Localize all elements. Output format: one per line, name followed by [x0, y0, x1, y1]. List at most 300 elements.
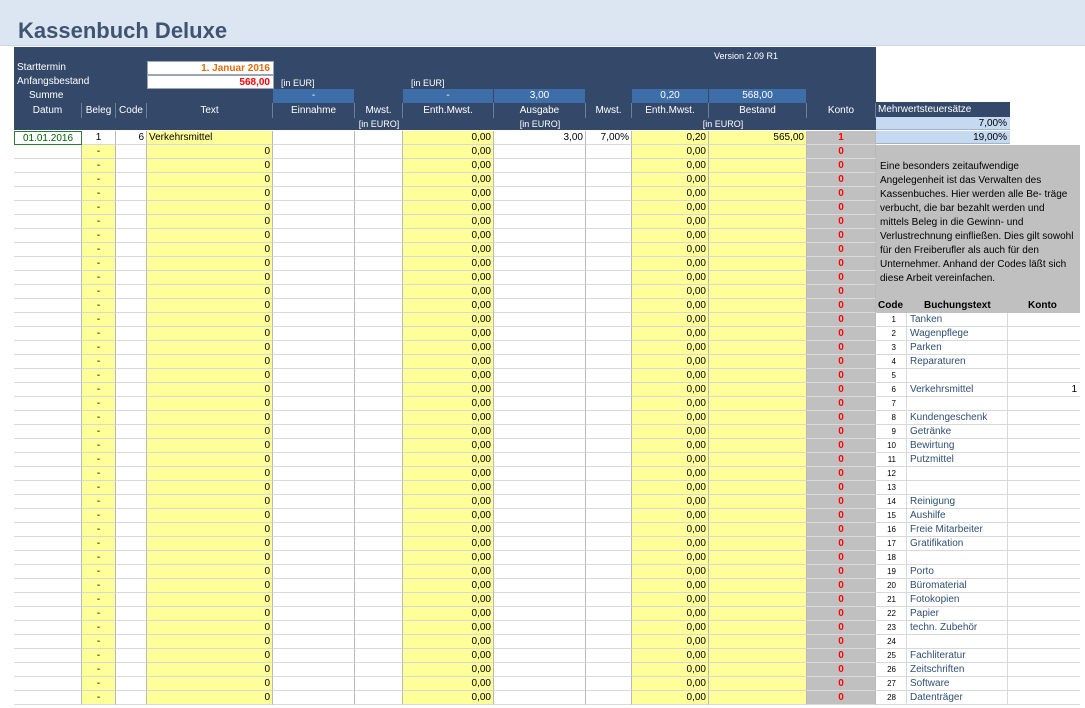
code-konto[interactable] — [1008, 355, 1080, 369]
cell-datum[interactable] — [14, 565, 82, 579]
cell-einnahme[interactable] — [273, 327, 355, 341]
cell-enth-mwst-1[interactable]: 0,00 — [403, 145, 494, 159]
code-konto[interactable] — [1008, 327, 1080, 341]
cell-bestand[interactable] — [709, 397, 807, 411]
cell-ausgabe[interactable] — [494, 467, 586, 481]
cell-ausgabe[interactable] — [494, 383, 586, 397]
cell-code[interactable] — [116, 271, 147, 285]
cell-enth-mwst-2[interactable]: 0,00 — [632, 299, 709, 313]
cell-datum[interactable] — [14, 173, 82, 187]
cell-konto[interactable]: 0 — [807, 159, 876, 173]
cell-datum[interactable] — [14, 397, 82, 411]
cell-bestand[interactable] — [709, 635, 807, 649]
cell-bestand[interactable] — [709, 173, 807, 187]
cell-konto[interactable]: 0 — [807, 453, 876, 467]
cell-text[interactable]: 0 — [147, 439, 273, 453]
cell-bestand[interactable] — [709, 257, 807, 271]
cell-beleg[interactable]: - — [82, 257, 116, 271]
cell-bestand[interactable] — [709, 579, 807, 593]
cell-datum[interactable] — [14, 299, 82, 313]
cell-code[interactable] — [116, 495, 147, 509]
code-buchungstext[interactable]: Datenträger — [907, 691, 1008, 705]
code-buchungstext[interactable]: Verkehrsmittel — [907, 383, 1008, 397]
cell-einnahme[interactable] — [273, 593, 355, 607]
cell-mwst-2[interactable] — [586, 621, 632, 635]
cell-ausgabe[interactable] — [494, 313, 586, 327]
cell-bestand[interactable] — [709, 243, 807, 257]
cell-code[interactable] — [116, 411, 147, 425]
cell-beleg[interactable]: - — [82, 649, 116, 663]
cell-enth-mwst-2[interactable]: 0,00 — [632, 313, 709, 327]
cell-beleg[interactable]: - — [82, 299, 116, 313]
cell-mwst-2[interactable] — [586, 397, 632, 411]
cell-beleg[interactable]: - — [82, 397, 116, 411]
cell-bestand[interactable] — [709, 313, 807, 327]
cell-enth-mwst-1[interactable]: 0,00 — [403, 439, 494, 453]
cell-einnahme[interactable] — [273, 495, 355, 509]
cell-code[interactable] — [116, 145, 147, 159]
cell-text[interactable]: 0 — [147, 271, 273, 285]
cell-ausgabe[interactable] — [494, 481, 586, 495]
cell-code[interactable] — [116, 201, 147, 215]
cell-ausgabe[interactable] — [494, 257, 586, 271]
cell-einnahme[interactable] — [273, 663, 355, 677]
cell-text[interactable]: 0 — [147, 607, 273, 621]
cell-enth-mwst-1[interactable]: 0,00 — [403, 565, 494, 579]
cell-datum[interactable] — [14, 229, 82, 243]
cell-einnahme[interactable] — [273, 187, 355, 201]
cell-enth-mwst-2[interactable]: 0,00 — [632, 369, 709, 383]
cell-bestand[interactable] — [709, 691, 807, 705]
cell-mwst-2[interactable] — [586, 355, 632, 369]
cell-mwst-2[interactable] — [586, 439, 632, 453]
code-konto[interactable] — [1008, 607, 1080, 621]
cell-text[interactable]: 0 — [147, 593, 273, 607]
cell-konto[interactable]: 0 — [807, 551, 876, 565]
cell-enth-mwst-1[interactable]: 0,00 — [403, 495, 494, 509]
cell-konto[interactable]: 0 — [807, 537, 876, 551]
cell-ausgabe[interactable] — [494, 229, 586, 243]
cell-mwst-2[interactable] — [586, 201, 632, 215]
cell-mwst-1[interactable] — [355, 313, 403, 327]
cell-text[interactable]: 0 — [147, 425, 273, 439]
code-buchungstext[interactable]: Wagenpflege — [907, 327, 1008, 341]
cell-code[interactable] — [116, 299, 147, 313]
cell-enth-mwst-2[interactable]: 0,00 — [632, 593, 709, 607]
cell-beleg[interactable]: - — [82, 215, 116, 229]
cell-text[interactable]: 0 — [147, 145, 273, 159]
cell-mwst-2[interactable] — [586, 523, 632, 537]
code-buchungstext[interactable]: Parken — [907, 341, 1008, 355]
cell-text[interactable]: 0 — [147, 313, 273, 327]
code-konto[interactable] — [1008, 593, 1080, 607]
cell-beleg[interactable]: - — [82, 523, 116, 537]
cell-text[interactable]: 0 — [147, 691, 273, 705]
code-konto[interactable] — [1008, 481, 1080, 495]
cell-einnahme[interactable] — [273, 313, 355, 327]
cell-enth-mwst-1[interactable]: 0,00 — [403, 257, 494, 271]
code-konto[interactable] — [1008, 495, 1080, 509]
cell-mwst-2[interactable] — [586, 593, 632, 607]
starttermin-input[interactable]: 1. Januar 2016 — [147, 61, 274, 75]
cell-beleg[interactable]: - — [82, 327, 116, 341]
cell-text[interactable]: 0 — [147, 355, 273, 369]
cell-code[interactable] — [116, 383, 147, 397]
cell-mwst-2[interactable] — [586, 607, 632, 621]
cell-mwst-1[interactable] — [355, 453, 403, 467]
cell-text[interactable]: 0 — [147, 397, 273, 411]
cell-einnahme[interactable] — [273, 369, 355, 383]
cell-code[interactable] — [116, 313, 147, 327]
cell-text[interactable]: 0 — [147, 411, 273, 425]
cell-datum[interactable] — [14, 425, 82, 439]
cell-enth-mwst-1[interactable]: 0,00 — [403, 523, 494, 537]
code-konto[interactable] — [1008, 439, 1080, 453]
code-buchungstext[interactable]: Bewirtung — [907, 439, 1008, 453]
cell-code[interactable] — [116, 397, 147, 411]
cell-konto[interactable]: 0 — [807, 355, 876, 369]
code-buchungstext[interactable]: Fotokopien — [907, 593, 1008, 607]
cell-code[interactable]: 6 — [116, 131, 147, 145]
cell-mwst-1[interactable] — [355, 369, 403, 383]
cell-einnahme[interactable] — [273, 467, 355, 481]
code-konto[interactable] — [1008, 341, 1080, 355]
cell-einnahme[interactable] — [273, 383, 355, 397]
cell-code[interactable] — [116, 481, 147, 495]
cell-einnahme[interactable] — [273, 285, 355, 299]
cell-einnahme[interactable] — [273, 411, 355, 425]
cell-einnahme[interactable] — [273, 355, 355, 369]
cell-konto[interactable]: 0 — [807, 369, 876, 383]
cell-konto[interactable]: 0 — [807, 299, 876, 313]
cell-enth-mwst-2[interactable]: 0,00 — [632, 243, 709, 257]
cell-text[interactable]: 0 — [147, 677, 273, 691]
cell-enth-mwst-2[interactable]: 0,00 — [632, 467, 709, 481]
cell-konto[interactable]: 0 — [807, 495, 876, 509]
cell-mwst-2[interactable] — [586, 159, 632, 173]
cell-ausgabe[interactable] — [494, 327, 586, 341]
cell-einnahme[interactable] — [273, 145, 355, 159]
cell-datum[interactable] — [14, 159, 82, 173]
cell-beleg[interactable]: - — [82, 537, 116, 551]
cell-enth-mwst-1[interactable]: 0,00 — [403, 243, 494, 257]
cell-text[interactable]: 0 — [147, 523, 273, 537]
cell-mwst-2[interactable]: 7,00% — [586, 131, 632, 145]
cell-ausgabe[interactable] — [494, 369, 586, 383]
cell-text[interactable]: 0 — [147, 201, 273, 215]
cell-code[interactable] — [116, 229, 147, 243]
cell-text[interactable]: 0 — [147, 243, 273, 257]
cell-beleg[interactable]: - — [82, 229, 116, 243]
cell-einnahme[interactable] — [273, 243, 355, 257]
cell-beleg[interactable]: - — [82, 369, 116, 383]
cell-datum[interactable] — [14, 313, 82, 327]
cell-mwst-2[interactable] — [586, 677, 632, 691]
cell-beleg[interactable]: - — [82, 453, 116, 467]
code-konto[interactable] — [1008, 677, 1080, 691]
cell-mwst-2[interactable] — [586, 579, 632, 593]
cell-konto[interactable]: 0 — [807, 565, 876, 579]
cell-mwst-2[interactable] — [586, 565, 632, 579]
cell-konto[interactable]: 0 — [807, 621, 876, 635]
code-konto[interactable] — [1008, 467, 1080, 481]
cell-mwst-1[interactable] — [355, 509, 403, 523]
cell-code[interactable] — [116, 635, 147, 649]
cell-datum[interactable] — [14, 579, 82, 593]
cell-enth-mwst-1[interactable]: 0,00 — [403, 411, 494, 425]
cell-code[interactable] — [116, 257, 147, 271]
cell-code[interactable] — [116, 621, 147, 635]
cell-code[interactable] — [116, 691, 147, 705]
cell-beleg[interactable]: - — [82, 411, 116, 425]
cell-datum[interactable] — [14, 215, 82, 229]
cell-mwst-1[interactable] — [355, 537, 403, 551]
cell-enth-mwst-2[interactable]: 0,00 — [632, 453, 709, 467]
cell-text[interactable]: 0 — [147, 565, 273, 579]
cell-ausgabe[interactable]: 3,00 — [494, 131, 586, 145]
cell-enth-mwst-1[interactable]: 0,00 — [403, 299, 494, 313]
cell-code[interactable] — [116, 663, 147, 677]
cell-datum[interactable] — [14, 677, 82, 691]
cell-beleg[interactable]: - — [82, 495, 116, 509]
cell-datum[interactable] — [14, 691, 82, 705]
cell-mwst-1[interactable] — [355, 565, 403, 579]
cell-enth-mwst-1[interactable]: 0,00 — [403, 607, 494, 621]
cell-datum[interactable] — [14, 551, 82, 565]
cell-konto[interactable]: 0 — [807, 173, 876, 187]
cell-ausgabe[interactable] — [494, 243, 586, 257]
cell-bestand[interactable] — [709, 565, 807, 579]
cell-konto[interactable]: 0 — [807, 691, 876, 705]
cell-mwst-1[interactable] — [355, 215, 403, 229]
cell-datum[interactable] — [14, 649, 82, 663]
cell-datum[interactable]: 01.01.2016 — [14, 131, 82, 145]
cell-bestand[interactable] — [709, 523, 807, 537]
cell-mwst-1[interactable] — [355, 355, 403, 369]
cell-bestand[interactable] — [709, 159, 807, 173]
cell-enth-mwst-2[interactable]: 0,00 — [632, 635, 709, 649]
cell-ausgabe[interactable] — [494, 607, 586, 621]
cell-ausgabe[interactable] — [494, 537, 586, 551]
code-buchungstext[interactable]: Zeitschriften — [907, 663, 1008, 677]
cell-ausgabe[interactable] — [494, 621, 586, 635]
cell-code[interactable] — [116, 425, 147, 439]
cell-konto[interactable]: 0 — [807, 201, 876, 215]
cell-enth-mwst-1[interactable]: 0,00 — [403, 327, 494, 341]
cell-mwst-2[interactable] — [586, 173, 632, 187]
cell-mwst-1[interactable] — [355, 271, 403, 285]
cell-konto[interactable]: 0 — [807, 341, 876, 355]
cell-mwst-1[interactable] — [355, 187, 403, 201]
cell-ausgabe[interactable] — [494, 579, 586, 593]
code-konto[interactable] — [1008, 635, 1080, 649]
cell-datum[interactable] — [14, 201, 82, 215]
cell-einnahme[interactable] — [273, 131, 355, 145]
code-konto[interactable]: 1 — [1008, 383, 1080, 397]
cell-mwst-1[interactable] — [355, 327, 403, 341]
cell-enth-mwst-1[interactable]: 0,00 — [403, 677, 494, 691]
cell-mwst-2[interactable] — [586, 649, 632, 663]
code-buchungstext[interactable]: Reinigung — [907, 495, 1008, 509]
cell-enth-mwst-2[interactable]: 0,00 — [632, 621, 709, 635]
cell-mwst-2[interactable] — [586, 425, 632, 439]
cell-einnahme[interactable] — [273, 635, 355, 649]
cell-text[interactable]: 0 — [147, 299, 273, 313]
code-buchungstext[interactable]: Kundengeschenk — [907, 411, 1008, 425]
cell-enth-mwst-2[interactable]: 0,00 — [632, 285, 709, 299]
cell-enth-mwst-1[interactable]: 0,00 — [403, 551, 494, 565]
cell-code[interactable] — [116, 565, 147, 579]
cell-beleg[interactable]: - — [82, 383, 116, 397]
cell-mwst-2[interactable] — [586, 495, 632, 509]
cell-ausgabe[interactable] — [494, 397, 586, 411]
cell-text[interactable]: 0 — [147, 509, 273, 523]
cell-text[interactable]: Verkehrsmittel — [147, 131, 273, 145]
cell-ausgabe[interactable] — [494, 635, 586, 649]
cell-enth-mwst-2[interactable]: 0,00 — [632, 509, 709, 523]
cell-text[interactable]: 0 — [147, 663, 273, 677]
cell-datum[interactable] — [14, 537, 82, 551]
cell-beleg[interactable]: - — [82, 313, 116, 327]
cell-enth-mwst-2[interactable]: 0,00 — [632, 677, 709, 691]
cell-text[interactable]: 0 — [147, 257, 273, 271]
cell-datum[interactable] — [14, 187, 82, 201]
cell-bestand[interactable] — [709, 663, 807, 677]
cell-beleg[interactable]: - — [82, 173, 116, 187]
cell-datum[interactable] — [14, 243, 82, 257]
cell-einnahme[interactable] — [273, 201, 355, 215]
cell-konto[interactable]: 0 — [807, 397, 876, 411]
cell-text[interactable]: 0 — [147, 383, 273, 397]
cell-bestand[interactable] — [709, 551, 807, 565]
code-konto[interactable] — [1008, 411, 1080, 425]
cell-text[interactable]: 0 — [147, 229, 273, 243]
cell-beleg[interactable]: - — [82, 593, 116, 607]
cell-mwst-2[interactable] — [586, 551, 632, 565]
cell-enth-mwst-1[interactable]: 0,00 — [403, 593, 494, 607]
cell-konto[interactable]: 0 — [807, 593, 876, 607]
cell-code[interactable] — [116, 649, 147, 663]
cell-beleg[interactable]: 1 — [82, 131, 116, 145]
cell-datum[interactable] — [14, 663, 82, 677]
cell-mwst-1[interactable] — [355, 229, 403, 243]
cell-enth-mwst-1[interactable]: 0,00 — [403, 537, 494, 551]
code-buchungstext[interactable]: Tanken — [907, 313, 1008, 327]
cell-bestand[interactable] — [709, 453, 807, 467]
cell-datum[interactable] — [14, 481, 82, 495]
cell-konto[interactable]: 0 — [807, 481, 876, 495]
cell-ausgabe[interactable] — [494, 145, 586, 159]
cell-konto[interactable]: 0 — [807, 187, 876, 201]
cell-code[interactable] — [116, 537, 147, 551]
cell-bestand[interactable] — [709, 383, 807, 397]
cell-mwst-2[interactable] — [586, 635, 632, 649]
cell-bestand[interactable] — [709, 327, 807, 341]
cell-beleg[interactable]: - — [82, 565, 116, 579]
cell-ausgabe[interactable] — [494, 523, 586, 537]
code-buchungstext[interactable] — [907, 635, 1008, 649]
cell-enth-mwst-1[interactable]: 0,00 — [403, 285, 494, 299]
cell-mwst-2[interactable] — [586, 229, 632, 243]
cell-mwst-1[interactable] — [355, 677, 403, 691]
cell-bestand[interactable] — [709, 537, 807, 551]
cell-enth-mwst-1[interactable]: 0,00 — [403, 649, 494, 663]
cell-beleg[interactable]: - — [82, 481, 116, 495]
cell-mwst-1[interactable] — [355, 285, 403, 299]
cell-einnahme[interactable] — [273, 257, 355, 271]
cell-ausgabe[interactable] — [494, 173, 586, 187]
cell-enth-mwst-1[interactable]: 0,00 — [403, 215, 494, 229]
cell-ausgabe[interactable] — [494, 159, 586, 173]
cell-ausgabe[interactable] — [494, 341, 586, 355]
cell-bestand[interactable] — [709, 355, 807, 369]
cell-datum[interactable] — [14, 383, 82, 397]
cell-mwst-2[interactable] — [586, 411, 632, 425]
cell-enth-mwst-2[interactable]: 0,00 — [632, 481, 709, 495]
cell-ausgabe[interactable] — [494, 271, 586, 285]
cell-datum[interactable] — [14, 257, 82, 271]
cell-beleg[interactable]: - — [82, 285, 116, 299]
cell-beleg[interactable]: - — [82, 439, 116, 453]
cell-mwst-2[interactable] — [586, 453, 632, 467]
code-buchungstext[interactable] — [907, 369, 1008, 383]
cell-text[interactable]: 0 — [147, 621, 273, 635]
cell-konto[interactable]: 0 — [807, 635, 876, 649]
cell-bestand[interactable] — [709, 439, 807, 453]
cell-enth-mwst-1[interactable]: 0,00 — [403, 579, 494, 593]
cell-einnahme[interactable] — [273, 551, 355, 565]
code-konto[interactable] — [1008, 551, 1080, 565]
cell-enth-mwst-1[interactable]: 0,00 — [403, 369, 494, 383]
cell-einnahme[interactable] — [273, 537, 355, 551]
code-buchungstext[interactable]: Büromaterial — [907, 579, 1008, 593]
cell-code[interactable] — [116, 285, 147, 299]
cell-mwst-1[interactable] — [355, 439, 403, 453]
cell-enth-mwst-2[interactable]: 0,00 — [632, 523, 709, 537]
cell-mwst-1[interactable] — [355, 467, 403, 481]
cell-datum[interactable] — [14, 327, 82, 341]
cell-enth-mwst-2[interactable]: 0,00 — [632, 579, 709, 593]
cell-text[interactable]: 0 — [147, 453, 273, 467]
cell-enth-mwst-1[interactable]: 0,00 — [403, 481, 494, 495]
cell-enth-mwst-1[interactable]: 0,00 — [403, 467, 494, 481]
cell-konto[interactable]: 0 — [807, 523, 876, 537]
code-buchungstext[interactable]: Getränke — [907, 425, 1008, 439]
cell-enth-mwst-1[interactable]: 0,00 — [403, 355, 494, 369]
cell-beleg[interactable]: - — [82, 145, 116, 159]
cell-text[interactable]: 0 — [147, 327, 273, 341]
cell-code[interactable] — [116, 551, 147, 565]
cell-ausgabe[interactable] — [494, 439, 586, 453]
cell-mwst-2[interactable] — [586, 187, 632, 201]
code-buchungstext[interactable] — [907, 551, 1008, 565]
cell-mwst-1[interactable] — [355, 159, 403, 173]
cell-ausgabe[interactable] — [494, 649, 586, 663]
code-buchungstext[interactable] — [907, 467, 1008, 481]
cell-konto[interactable]: 0 — [807, 271, 876, 285]
cell-beleg[interactable]: - — [82, 677, 116, 691]
code-konto[interactable] — [1008, 537, 1080, 551]
cell-mwst-1[interactable] — [355, 173, 403, 187]
cell-beleg[interactable]: - — [82, 663, 116, 677]
cell-mwst-2[interactable] — [586, 663, 632, 677]
cell-text[interactable]: 0 — [147, 187, 273, 201]
cell-konto[interactable]: 0 — [807, 607, 876, 621]
cell-beleg[interactable]: - — [82, 355, 116, 369]
cell-text[interactable]: 0 — [147, 481, 273, 495]
cell-datum[interactable] — [14, 593, 82, 607]
cell-mwst-1[interactable] — [355, 243, 403, 257]
